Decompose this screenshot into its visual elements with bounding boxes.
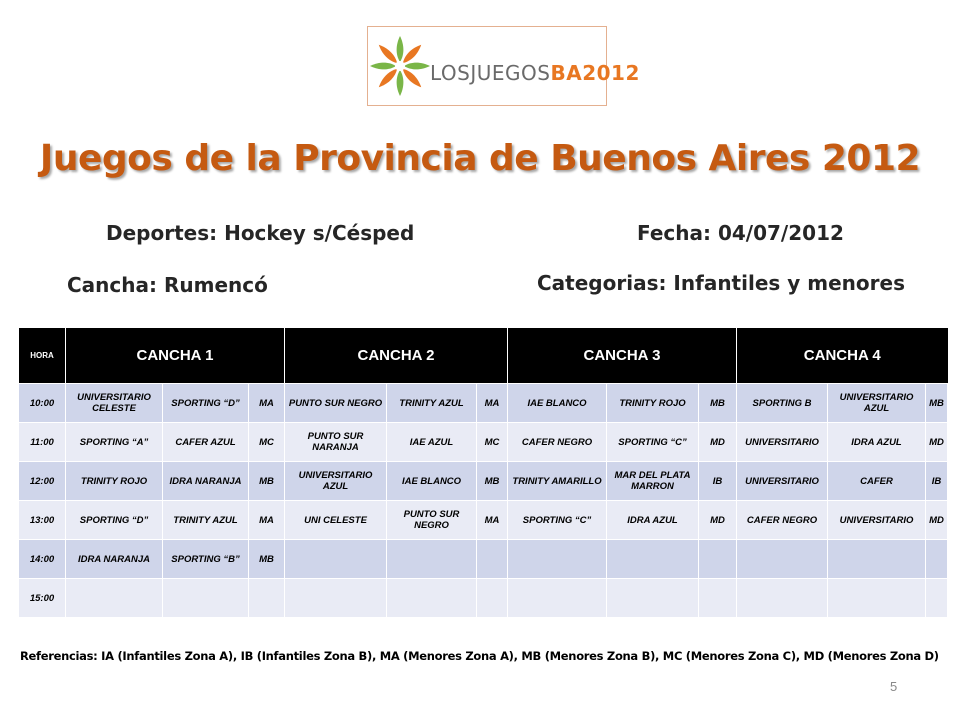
table-cell: CAFER NEGRO bbox=[508, 423, 607, 462]
table-cell: TRINITY AMARILLO bbox=[508, 462, 607, 501]
header-cancha-2: CANCHA 2 bbox=[285, 328, 508, 384]
deportes-label: Deportes: Hockey s/Césped bbox=[106, 221, 415, 245]
cancha-label: Cancha: Rumencó bbox=[67, 273, 268, 297]
table-row bbox=[19, 540, 948, 579]
logo bbox=[367, 26, 640, 106]
table-cell: MB bbox=[699, 384, 737, 423]
table-cell: SPORTING “D” bbox=[66, 501, 163, 540]
table-cell bbox=[828, 579, 926, 618]
table-row bbox=[19, 579, 948, 618]
time-cell: 11:00 bbox=[19, 423, 66, 462]
header-cancha-4: CANCHA 4 bbox=[737, 328, 948, 384]
table-cell bbox=[163, 579, 249, 618]
table-row bbox=[19, 384, 948, 423]
table-cell: UNIVERSITARIO bbox=[737, 462, 828, 501]
table-cell: SPORTING B bbox=[737, 384, 828, 423]
table-cell: MA bbox=[477, 501, 508, 540]
table-cell bbox=[249, 579, 285, 618]
table-cell bbox=[699, 540, 737, 579]
logo-text bbox=[430, 61, 640, 85]
header-cancha-3: CANCHA 3 bbox=[508, 328, 737, 384]
categorias-label: Categorias: Infantiles y menores bbox=[537, 271, 905, 295]
table-cell: PUNTO SUR NEGRO bbox=[387, 501, 477, 540]
header-cancha-1: CANCHA 1 bbox=[66, 328, 285, 384]
table-cell: MC bbox=[477, 423, 508, 462]
table-cell: IDRA NARANJA bbox=[66, 540, 163, 579]
table-cell bbox=[828, 540, 926, 579]
table-cell: MD bbox=[699, 501, 737, 540]
table-cell bbox=[66, 579, 163, 618]
table-cell bbox=[607, 579, 699, 618]
table-cell bbox=[508, 579, 607, 618]
table-cell: IDRA AZUL bbox=[607, 501, 699, 540]
header-hora: HORA bbox=[19, 328, 66, 384]
table-cell: UNIVERSITARIO AZUL bbox=[285, 462, 387, 501]
table-cell: IB bbox=[699, 462, 737, 501]
table-cell bbox=[285, 579, 387, 618]
table-row bbox=[19, 501, 948, 540]
table-cell: IAE AZUL bbox=[387, 423, 477, 462]
table-cell: UNIVERSITARIO CELESTE bbox=[66, 384, 163, 423]
table-cell: PUNTO SUR NARANJA bbox=[285, 423, 387, 462]
table-cell: TRINITY ROJO bbox=[607, 384, 699, 423]
table-cell: MAR DEL PLATA MARRON bbox=[607, 462, 699, 501]
table-cell bbox=[508, 540, 607, 579]
table-cell: PUNTO SUR NEGRO bbox=[285, 384, 387, 423]
table-cell: MB bbox=[477, 462, 508, 501]
table-cell: TRINITY AZUL bbox=[387, 384, 477, 423]
table-cell: MA bbox=[249, 501, 285, 540]
logo-text-a: LOSJUEGOS bbox=[430, 61, 551, 85]
table-cell bbox=[387, 540, 477, 579]
table-row bbox=[19, 423, 948, 462]
table-cell: MB bbox=[249, 462, 285, 501]
table-cell: UNI CELESTE bbox=[285, 501, 387, 540]
table-header-row bbox=[19, 328, 948, 384]
logo-flower-icon bbox=[370, 29, 430, 103]
table-cell bbox=[699, 579, 737, 618]
table-cell bbox=[926, 540, 948, 579]
table-cell: SPORTING “D” bbox=[163, 384, 249, 423]
referencias: Referencias: IA (Infantiles Zona A), IB (Infantiles Zona B), MA (Menores Zona A), MB (Menores Zona B), MC (Menores Zona C), MD (Menores Zona D) bbox=[20, 649, 939, 663]
table-cell: UNIVERSITARIO AZUL bbox=[828, 384, 926, 423]
table-cell: CAFER NEGRO bbox=[737, 501, 828, 540]
table-cell: MC bbox=[249, 423, 285, 462]
table-cell: UNIVERSITARIO bbox=[828, 501, 926, 540]
table-cell: CAFER bbox=[828, 462, 926, 501]
table-cell: MB bbox=[249, 540, 285, 579]
table-row bbox=[19, 462, 948, 501]
table-cell: MD bbox=[926, 423, 948, 462]
table-cell bbox=[477, 540, 508, 579]
page-title: Juegos de la Provincia de Buenos Aires 2012 bbox=[39, 138, 921, 179]
table-cell bbox=[737, 579, 828, 618]
table-cell: MA bbox=[477, 384, 508, 423]
table-cell: MD bbox=[926, 501, 948, 540]
table-cell bbox=[285, 540, 387, 579]
table-cell: IAE BLANCO bbox=[387, 462, 477, 501]
logo-text-b: BA2012 bbox=[550, 61, 640, 85]
table-cell: MD bbox=[699, 423, 737, 462]
table-cell: TRINITY AZUL bbox=[163, 501, 249, 540]
table-cell bbox=[737, 540, 828, 579]
table-cell: SPORTING “C” bbox=[607, 423, 699, 462]
time-cell: 14:00 bbox=[19, 540, 66, 579]
table-cell: TRINITY ROJO bbox=[66, 462, 163, 501]
table-cell: IDRA AZUL bbox=[828, 423, 926, 462]
fecha-label: Fecha: 04/07/2012 bbox=[637, 221, 844, 245]
table-cell: MA bbox=[249, 384, 285, 423]
table-cell bbox=[607, 540, 699, 579]
table-cell: MB bbox=[926, 384, 948, 423]
table-cell: SPORTING “B” bbox=[163, 540, 249, 579]
table-cell: IAE BLANCO bbox=[508, 384, 607, 423]
table-cell bbox=[387, 579, 477, 618]
table-cell: SPORTING “C” bbox=[508, 501, 607, 540]
time-cell: 12:00 bbox=[19, 462, 66, 501]
table-cell bbox=[926, 579, 948, 618]
time-cell: 13:00 bbox=[19, 501, 66, 540]
table-cell: CAFER AZUL bbox=[163, 423, 249, 462]
time-cell: 10:00 bbox=[19, 384, 66, 423]
table-cell: IDRA NARANJA bbox=[163, 462, 249, 501]
page-number: 5 bbox=[890, 679, 898, 694]
table-cell: IB bbox=[926, 462, 948, 501]
schedule-table bbox=[18, 328, 948, 618]
table-cell: UNIVERSITARIO bbox=[737, 423, 828, 462]
table-cell bbox=[477, 579, 508, 618]
time-cell: 15:00 bbox=[19, 579, 66, 618]
table-cell: SPORTING “A” bbox=[66, 423, 163, 462]
